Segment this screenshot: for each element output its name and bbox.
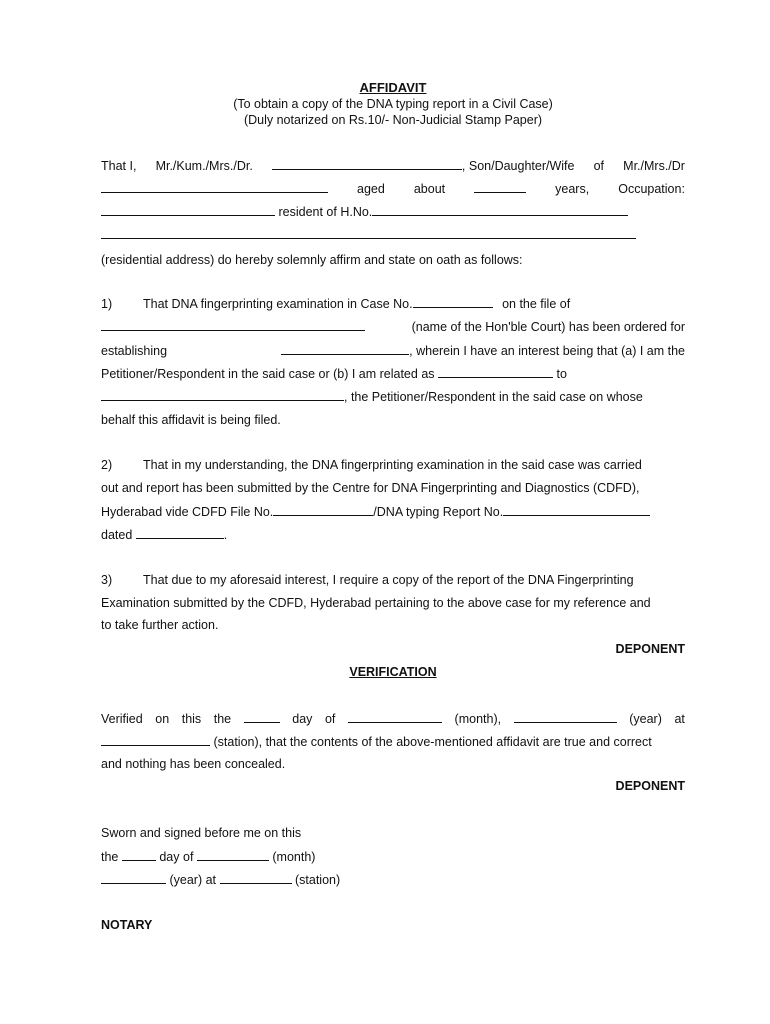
intro-occupation: Occupation: — [618, 182, 685, 196]
sworn-day-blank[interactable] — [122, 848, 156, 861]
verification-this: this — [181, 712, 202, 726]
para2-line-3 — [101, 503, 685, 520]
residential-address-blank[interactable] — [101, 226, 636, 239]
intro-line-1 — [101, 157, 685, 174]
para1-line-2 — [101, 318, 685, 335]
sworn-line-1: Sworn and signed before me on this — [101, 826, 302, 840]
document-title: AFFIDAVIT — [359, 80, 427, 95]
para2-text-4a: dated — [101, 528, 133, 542]
verification-line-3: and nothing has been concealed. — [101, 757, 286, 771]
para1-line-6: behalf this affidavit is being filed. — [101, 413, 281, 427]
intro-line-3 — [101, 203, 685, 220]
case-number-blank[interactable] — [413, 295, 493, 308]
verification-station-blank[interactable] — [101, 733, 210, 746]
sworn-month-blank[interactable] — [197, 848, 269, 861]
court-name-blank[interactable] — [101, 318, 365, 331]
age-blank[interactable] — [474, 180, 526, 193]
verification-verified: Verified — [101, 712, 143, 726]
document-subtitle-stamp: (Duly notarized on Rs.10/- Non-Judicial Stamp Paper) — [243, 113, 543, 127]
verification-year: (year) — [629, 712, 662, 726]
relation-blank[interactable] — [438, 365, 553, 378]
sworn-month: (month) — [272, 850, 316, 864]
verification-text-2: (station), that the contents of the above-mentioned affidavit are true and correct — [213, 735, 652, 749]
sworn-line-3 — [101, 871, 685, 888]
para2-line-1 — [101, 457, 685, 473]
para1-line-5 — [101, 388, 685, 405]
verification-title: VERIFICATION — [349, 665, 437, 679]
intro-line-4 — [101, 226, 685, 243]
sworn-day-of: day of — [159, 850, 194, 864]
cdfd-file-number-blank[interactable] — [273, 503, 373, 516]
para2-text-1: That in my understanding, the DNA fingerprinting examination in the said case was carried — [143, 458, 642, 472]
para3-line-2: Examination submitted by the CDFD, Hyderabad pertaining to the above case for my reference and — [101, 596, 651, 610]
dna-report-number-blank[interactable] — [503, 503, 650, 516]
verification-day-blank[interactable] — [244, 710, 280, 723]
intro-about: about — [413, 182, 446, 196]
para2-text-3b: /DNA typing Report No. — [373, 505, 504, 519]
para1-line-1 — [101, 295, 685, 312]
notary-label: NOTARY — [101, 918, 153, 932]
para1-text-2: (name of the Hon'ble Court) has been ordered for — [411, 320, 685, 334]
intro-of: of — [593, 159, 605, 173]
para1-line-4 — [101, 365, 685, 382]
deponent-name-blank[interactable] — [272, 157, 462, 170]
intro-that-i: That I, — [101, 159, 137, 173]
verification-the: the — [213, 712, 232, 726]
house-number-blank[interactable] — [372, 203, 628, 216]
para1-text-5: , the Petitioner/Respondent in the said case on whose — [344, 390, 643, 404]
sworn-year-at: (year) at — [169, 873, 217, 887]
deponent-signature-label-1: DEPONENT — [615, 642, 685, 656]
verification-month: (month), — [454, 712, 502, 726]
para2-number: 2) — [101, 458, 113, 472]
verification-line-2 — [101, 733, 685, 750]
intro-line-5: (residential address) do hereby solemnly affirm and state on oath as follows: — [101, 253, 523, 267]
verification-at: at — [674, 712, 685, 726]
verification-year-blank[interactable] — [514, 710, 617, 723]
para3-number: 3) — [101, 573, 113, 587]
para3-text-1: That due to my aforesaid interest, I require a copy of the report of the DNA Fingerprinting — [143, 573, 634, 587]
deponent-signature-label-2: DEPONENT — [615, 779, 685, 793]
verification-month-blank[interactable] — [348, 710, 442, 723]
sworn-line-2 — [101, 848, 685, 865]
sworn-station: (station) — [295, 873, 341, 887]
para1-line-3 — [101, 342, 685, 359]
para1-text-3b: , wherein I have an interest being that (a) I am the — [409, 344, 685, 358]
verification-line-1 — [101, 710, 685, 727]
intro-aged: aged — [357, 182, 385, 196]
occupation-blank[interactable] — [101, 203, 275, 216]
para1-text-1b: on the file of — [502, 297, 571, 311]
parent-name-blank[interactable] — [101, 180, 328, 193]
petitioner-name-blank[interactable] — [101, 388, 344, 401]
intro-honorific: Mr./Kum./Mrs./Dr. — [155, 159, 253, 173]
sworn-year-blank[interactable] — [101, 871, 166, 884]
intro-line-2 — [101, 180, 685, 197]
para1-text-4b: to — [556, 367, 567, 381]
sworn-station-blank[interactable] — [220, 871, 292, 884]
para2-text-3a: Hyderabad vide CDFD File No. — [101, 505, 274, 519]
establishing-blank[interactable] — [281, 342, 409, 355]
intro-resident: resident of H.No. — [278, 205, 373, 219]
para3-line-3: to take further action. — [101, 618, 219, 632]
para1-number: 1) — [101, 297, 113, 311]
para1-text-3a: establishing — [101, 344, 168, 358]
verification-day: day — [292, 712, 313, 726]
sworn-the: the — [101, 850, 119, 864]
intro-parent-honorific: Mr./Mrs./Dr — [623, 159, 685, 173]
para1-text-4a: Petitioner/Respondent in the said case or (b) I am related as — [101, 367, 435, 381]
para2-line-4 — [101, 526, 685, 543]
para1-text-1a: That DNA fingerprinting examination in Case No. — [143, 297, 413, 311]
intro-years: years, — [555, 182, 590, 196]
intro-relation: , Son/Daughter/Wife — [461, 159, 575, 173]
report-date-blank[interactable] — [136, 526, 224, 539]
para3-line-1 — [101, 572, 685, 588]
para2-text-4b: . — [223, 528, 228, 542]
verification-of: of — [324, 712, 336, 726]
document-header — [0, 79, 770, 128]
verification-on: on — [155, 712, 170, 726]
para2-line-2: out and report has been submitted by the Centre for DNA Fingerprinting and Diagnostics (CDFD), — [101, 481, 640, 495]
document-subtitle-purpose: (To obtain a copy of the DNA typing report in a Civil Case) — [233, 97, 553, 111]
